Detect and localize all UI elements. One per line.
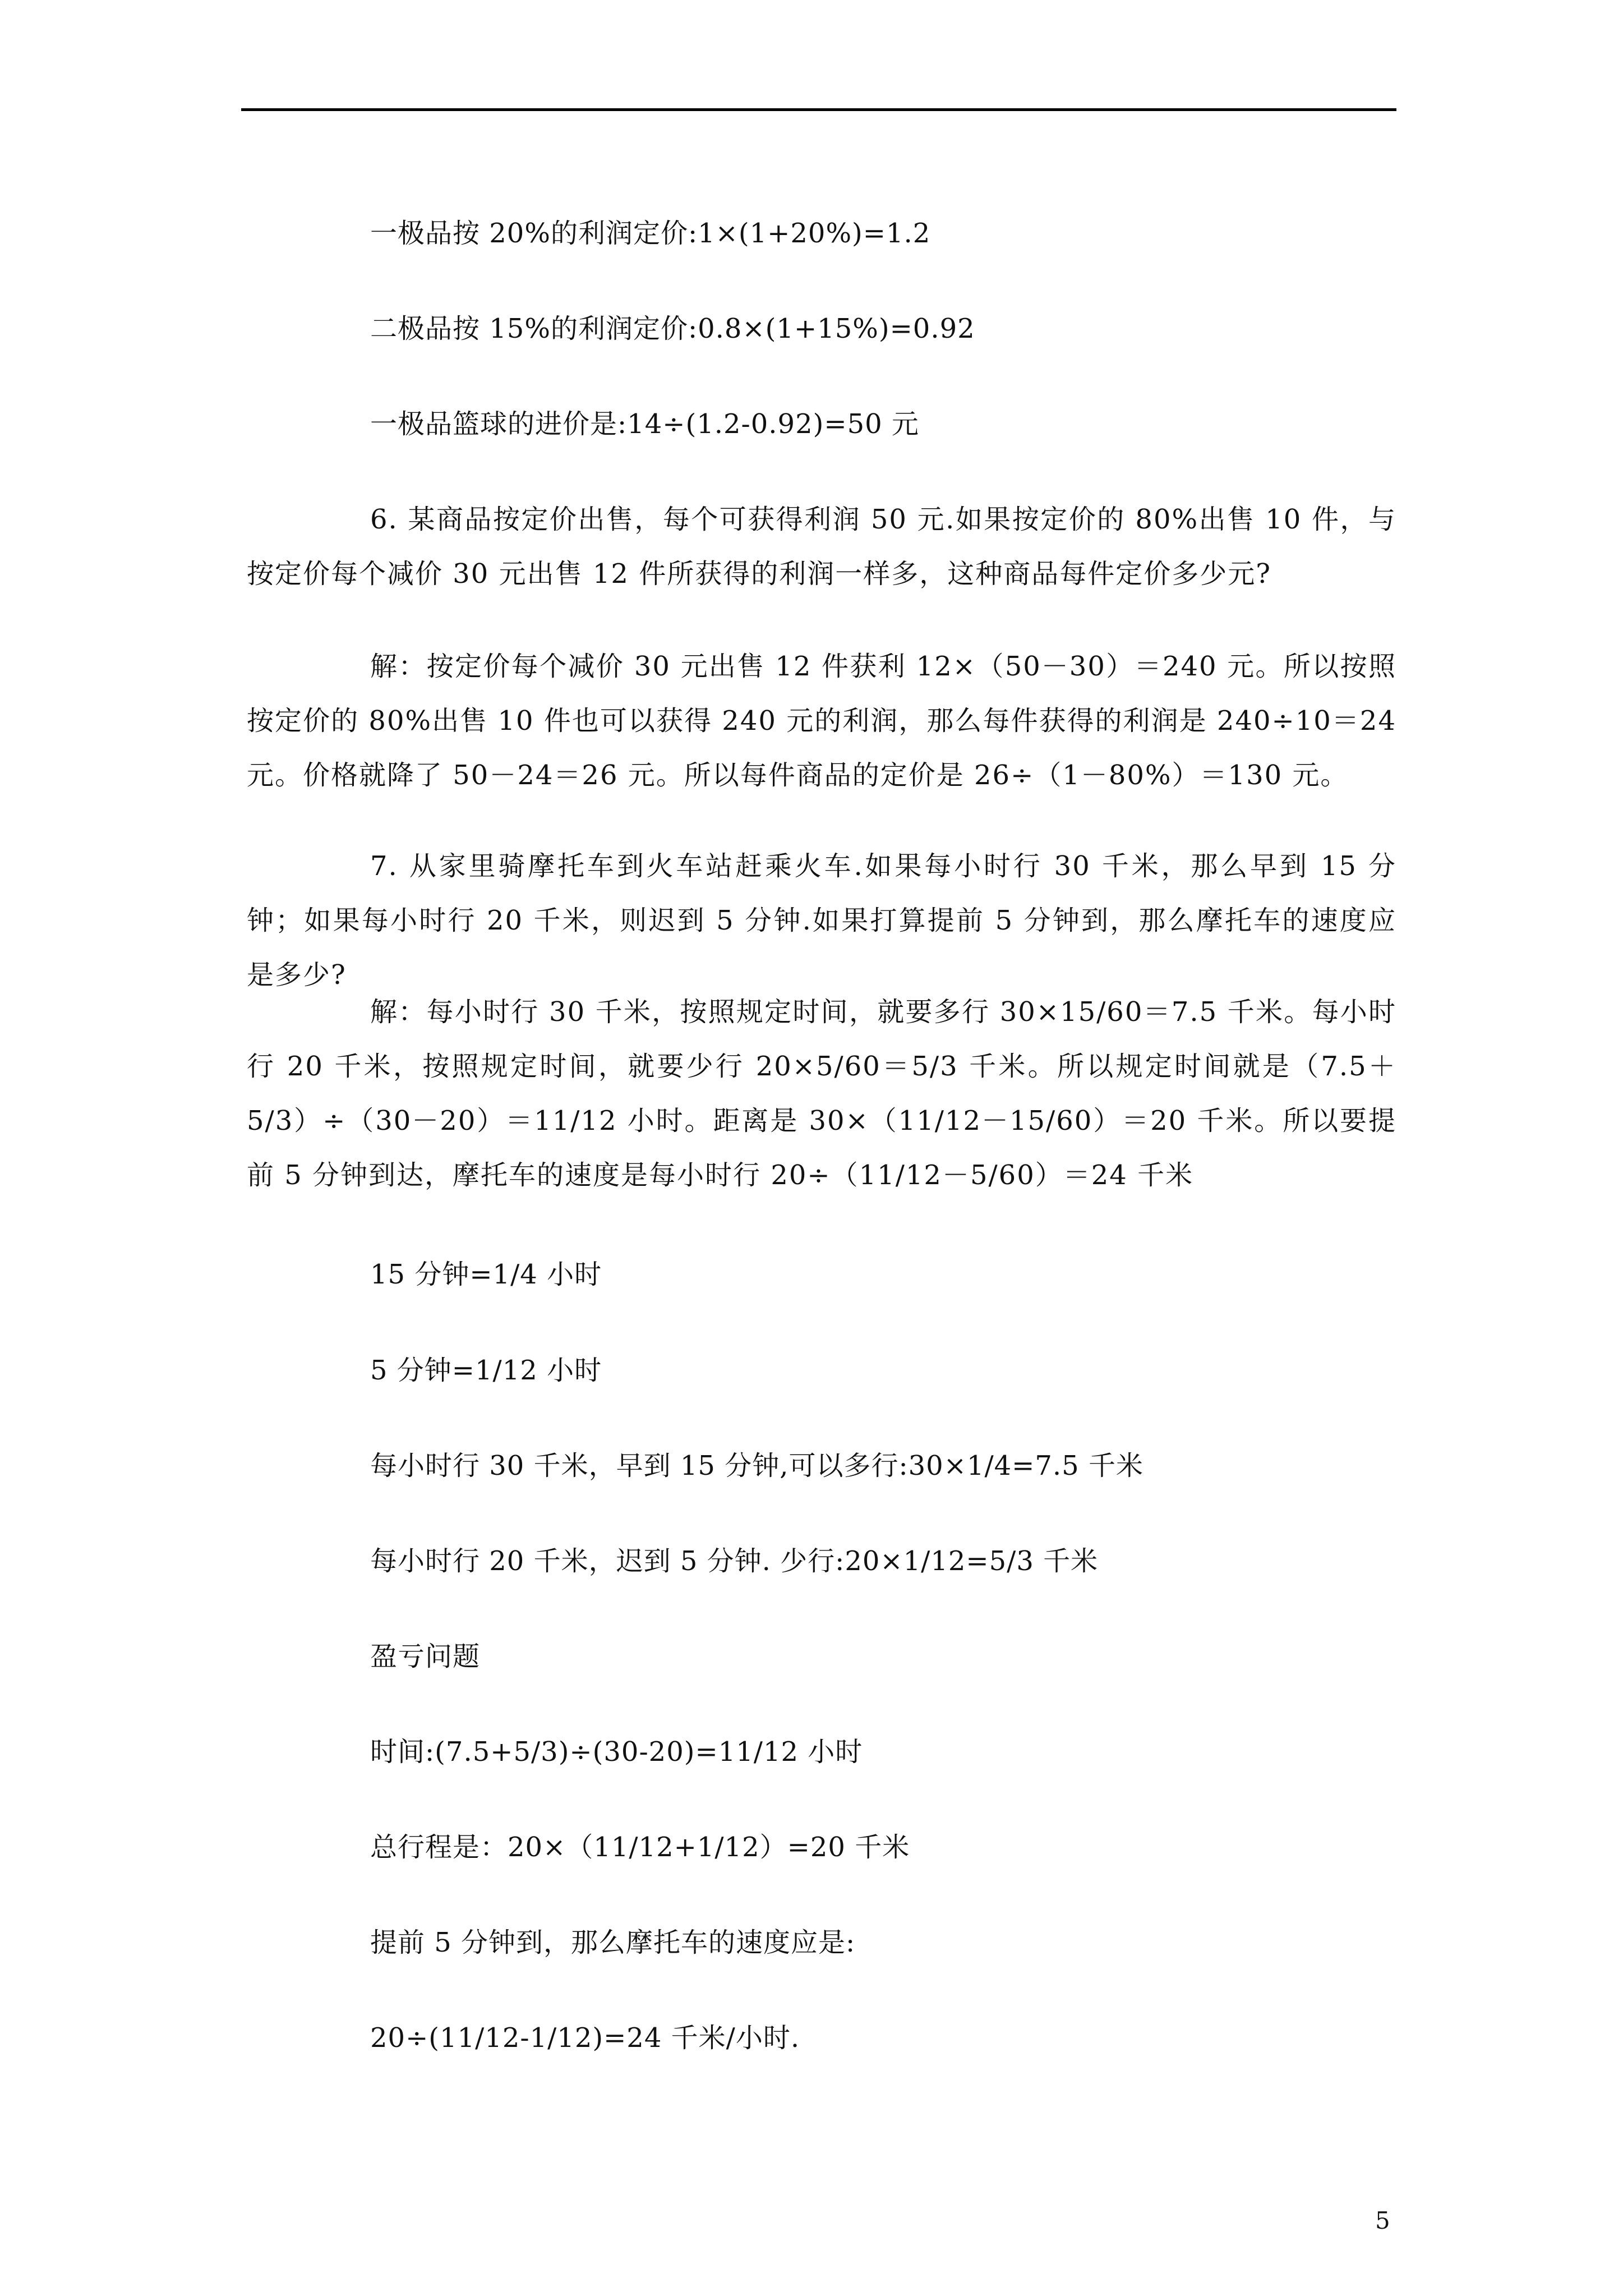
- text-line-extra-distance: 每小时行 30 千米，早到 15 分钟,可以多行:30×1/4=7.5 千米: [370, 1450, 1144, 1481]
- answer-6: 解：按定价每个减价 30 元出售 12 件获利 12×（50－30）＝240 元。所以按照按定价的 80%出售 10 件也可以获得 240 元的利润，那么每件获得的利润是 240÷10＝24 元。价格就降了 50－24＝26 元。所以每件商品的定价是 26÷（1－80%）＝130 元。: [247, 651, 1396, 791]
- text-line-grade1-price: 一极品按 20%的利润定价:1×(1+20%)=1.2: [370, 218, 931, 249]
- text-line-early-arrival: 提前 5 分钟到，那么摩托车的速度应是:: [370, 1927, 856, 1958]
- text-line-grade2-price: 二极品按 15%的利润定价:0.8×(1+15%)=0.92: [370, 313, 975, 344]
- text-line-5min: 5 分钟=1/12 小时: [370, 1355, 602, 1386]
- text-line-time: 时间:(7.5+5/3)÷(30-20)=11/12 小时: [370, 1736, 863, 1768]
- question-6: 6. 某商品按定价出售，每个可获得利润 50 元.如果按定价的 80%出售 10 件，与按定价每个减价 30 元出售 12 件所获得的利润一样多，这种商品每件定价多少元?: [247, 504, 1396, 590]
- text-line-total-distance: 总行程是：20×（11/12+1/12）=20 千米: [370, 1832, 910, 1863]
- answer-7: 解：每小时行 30 千米，按照规定时间，就要多行 30×15/60＝7.5 千米。每小时行 20 千米，按照规定时间，就要少行 20×5/60＝5/3 千米。所以规定时间就是（7.5＋5/3）÷（30－20）＝11/12 小时。距离是 30×（11/12－15/60）＝20 千米。所以要提前 5 分钟到达，摩托车的速度是每小时行 20÷（11/12－5/60）＝24 千米: [247, 996, 1396, 1191]
- header-rule: [241, 108, 1396, 111]
- page-number: 5: [1375, 2207, 1390, 2234]
- text-line-speed-result: 20÷(11/12-1/12)=24 千米/小时.: [370, 2022, 800, 2054]
- question-7: 7. 从家里骑摩托车到火车站赶乘火车.如果每小时行 30 千米，那么早到 15 分钟；如果每小时行 20 千米，则迟到 5 分钟.如果打算提前 5 分钟到，那么摩托车的速度应是多少?: [247, 850, 1396, 991]
- text-line-15min: 15 分钟=1/4 小时: [370, 1259, 602, 1290]
- text-line-section-title: 盈亏问题: [370, 1641, 481, 1672]
- text-line-short-distance: 每小时行 20 千米，迟到 5 分钟. 少行:20×1/12=5/3 千米: [370, 1545, 1099, 1577]
- text-line-cost-price: 一极品篮球的进价是:14÷(1.2-0.92)=50 元: [370, 408, 919, 440]
